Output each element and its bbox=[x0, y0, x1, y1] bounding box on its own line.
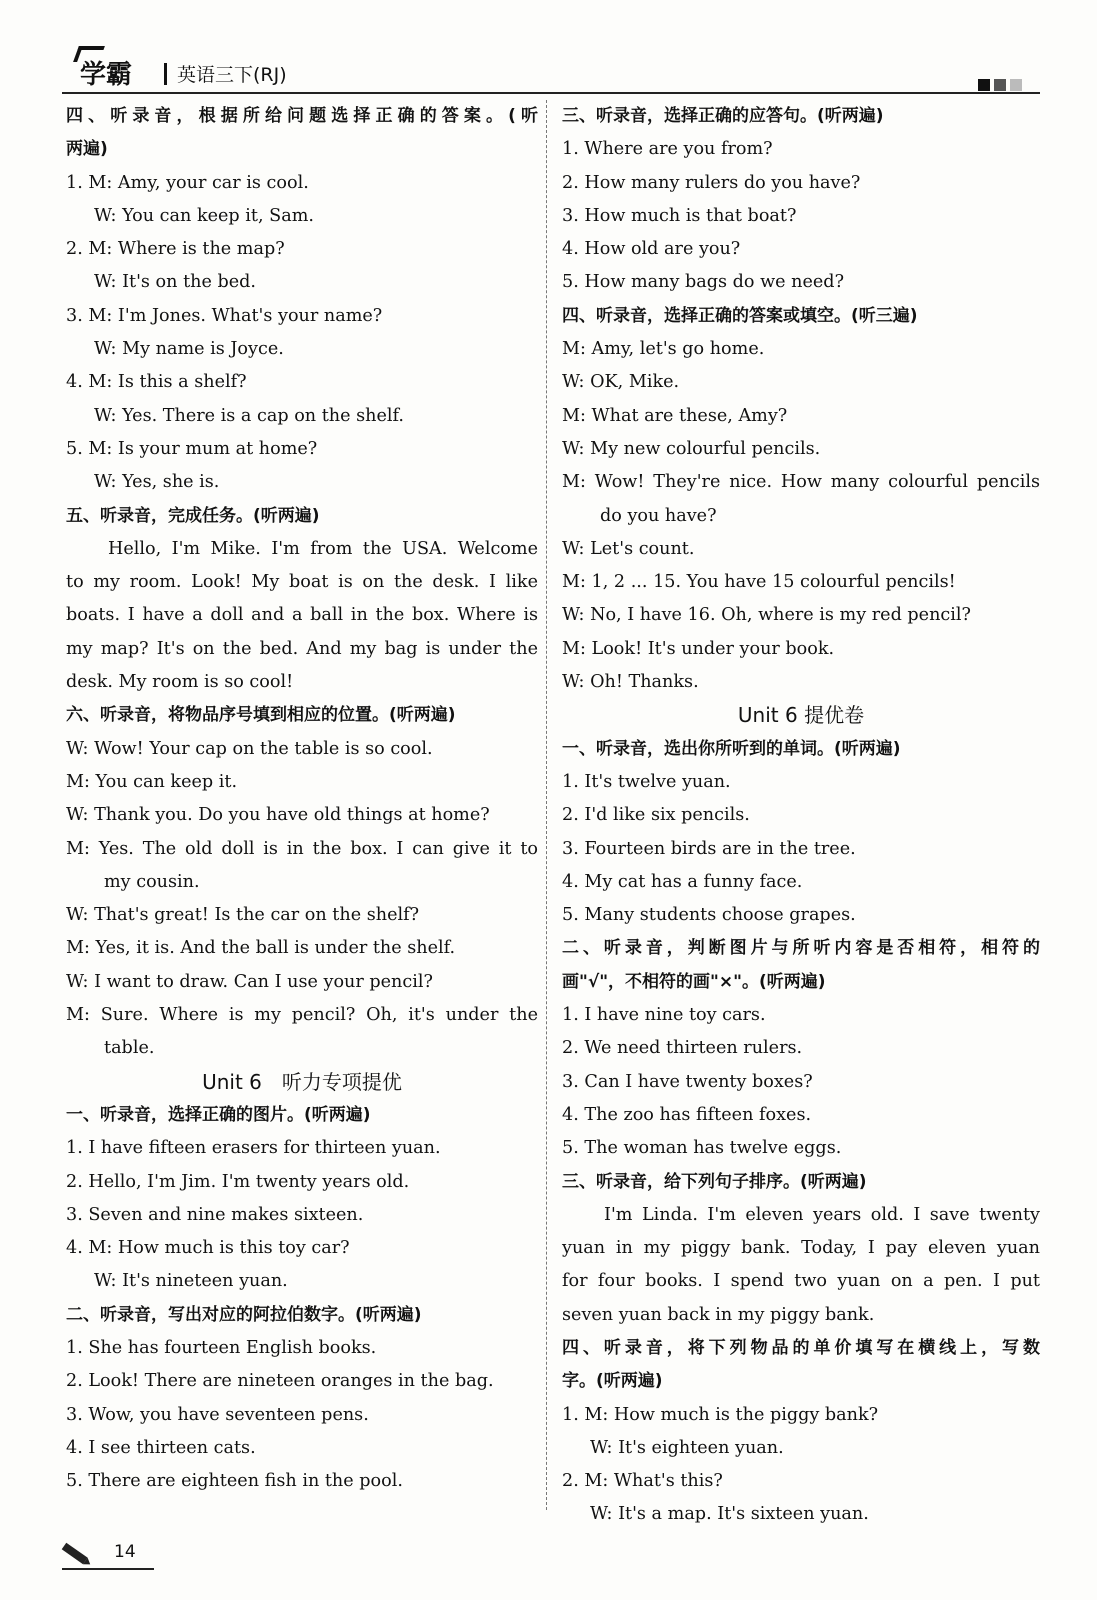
text-line: my cousin. bbox=[104, 871, 200, 892]
column-divider bbox=[546, 100, 547, 1510]
text-line: 5. Many students choose grapes. bbox=[562, 905, 856, 926]
text-line: 4. I see thirteen cats. bbox=[66, 1437, 256, 1458]
text-line: W: It's eighteen yuan. bbox=[590, 1437, 784, 1458]
text-line: 3. How much is that boat? bbox=[562, 205, 797, 226]
section-heading: 三、听录音，选择正确的应答句。(听两遍) bbox=[562, 106, 884, 126]
text-line: 5. M: Is your mum at home? bbox=[66, 438, 318, 459]
subtitle-text: 英语三下(RJ) bbox=[177, 64, 287, 86]
text-line: M: Yes. The old doll is in the box. I can give it to bbox=[66, 838, 538, 859]
section-heading: 画"√"，不相符的画"×"。(听两遍) bbox=[562, 971, 826, 992]
text-line: 5. The woman has twelve eggs. bbox=[562, 1138, 842, 1159]
text-line: 3. M: I'm Jones. What's your name? bbox=[66, 305, 383, 326]
text-line: 4. M: How much is this toy car? bbox=[66, 1238, 350, 1259]
text-line: 4. M: Is this a shelf? bbox=[66, 372, 247, 393]
text-line: W: OK, Mike. bbox=[562, 372, 680, 393]
text-line: my map? It's on the bed. And my bag is under the bbox=[66, 638, 538, 659]
text-line: W: It's nineteen yuan. bbox=[94, 1271, 288, 1292]
text-line: 1. It's twelve yuan. bbox=[562, 771, 731, 792]
text-line: 5. How many bags do we need? bbox=[562, 272, 844, 293]
text-line: W: Yes. There is a cap on the shelf. bbox=[94, 405, 405, 426]
text-line: W: Thank you. Do you have old things at home? bbox=[66, 805, 490, 826]
unit-title: Unit 6 听力专项提优 bbox=[202, 1069, 402, 1094]
text-line: M: Wow! They're nice. How many colourful pencils bbox=[562, 472, 1040, 493]
text-line: W: Yes, she is. bbox=[94, 472, 220, 493]
text-line: 4. How old are you? bbox=[562, 239, 741, 260]
text-line: Hello, I'm Mike. I'm from the USA. Welcome bbox=[108, 538, 538, 559]
separator-bar bbox=[164, 63, 167, 85]
section-heading: 二、听录音，判断图片与所听内容是否相符，相符的 bbox=[562, 938, 1040, 959]
section-heading: 四、听录音，根据所给问题选择正确的答案。(听 bbox=[66, 106, 538, 126]
text-line: 1. She has fourteen English books. bbox=[66, 1337, 377, 1358]
section-heading: 一、听录音，选出你所听到的单词。(听两遍) bbox=[562, 738, 901, 759]
book-subtitle bbox=[164, 60, 287, 87]
text-line: 1. I have fifteen erasers for thirteen yuan. bbox=[66, 1138, 441, 1159]
text-line: W: No, I have 16. Oh, where is my red pencil? bbox=[562, 605, 971, 626]
text-line: 4. My cat has a funny face. bbox=[562, 871, 803, 892]
text-line: do you have? bbox=[600, 505, 717, 526]
text-line: table. bbox=[104, 1038, 155, 1059]
text-line: M: Yes, it is. And the ball is under the shelf. bbox=[66, 938, 456, 959]
text-line: 3. Can I have twenty boxes? bbox=[562, 1071, 813, 1092]
text-line: M: You can keep it. bbox=[66, 771, 238, 792]
text-line: 3. Seven and nine makes sixteen. bbox=[66, 1204, 364, 1225]
text-line: M: Amy, let's go home. bbox=[562, 339, 765, 360]
text-line: M: 1, 2 ... 15. You have 15 colourful pencils! bbox=[562, 572, 956, 593]
section-heading: 二、听录音，写出对应的阿拉伯数字。(听两遍) bbox=[66, 1304, 422, 1325]
page-footer bbox=[62, 1540, 154, 1570]
text-line: W: Let's count. bbox=[562, 538, 695, 559]
text-line: M: Sure. Where is my pencil? Oh, it's under the bbox=[66, 1005, 538, 1026]
section-heading: 五、听录音，完成任务。(听两遍) bbox=[66, 505, 320, 526]
block-icon bbox=[978, 79, 990, 91]
text-line: 2. M: Where is the map? bbox=[66, 239, 285, 260]
text-line: 4. The zoo has fifteen foxes. bbox=[562, 1104, 812, 1125]
text-line: W: My new colourful pencils. bbox=[562, 438, 821, 459]
text-line: W: You can keep it, Sam. bbox=[94, 205, 314, 226]
section-heading: 字。(听两遍) bbox=[562, 1371, 663, 1392]
text-line: W: Oh! Thanks. bbox=[562, 672, 699, 693]
text-line: boats. I have a doll and a ball in the box. Where is bbox=[66, 605, 538, 626]
text-line: W: It's on the bed. bbox=[94, 272, 257, 293]
text-line: yuan in my piggy bank. Today, I pay eleven yuan bbox=[562, 1238, 1040, 1259]
text-line: 1. Where are you from? bbox=[562, 139, 773, 160]
section-heading: 四、听录音，选择正确的答案或填空。(听三遍) bbox=[562, 305, 918, 326]
text-line: to my room. Look! My boat is on the desk. I like bbox=[66, 572, 538, 593]
section-heading: 一、听录音，选择正确的图片。(听两遍) bbox=[66, 1104, 371, 1125]
text-line: W: My name is Joyce. bbox=[94, 339, 284, 360]
section-heading: 两遍) bbox=[66, 139, 108, 160]
text-line: 1. I have nine toy cars. bbox=[562, 1005, 766, 1026]
text-line: desk. My room is so cool! bbox=[66, 672, 294, 693]
unit-title: Unit 6 提优卷 bbox=[737, 703, 865, 728]
page-number: 14 bbox=[114, 1542, 136, 1562]
text-line: M: What are these, Amy? bbox=[562, 405, 788, 426]
text-line: 1. M: Amy, your car is cool. bbox=[66, 172, 309, 193]
block-icon bbox=[994, 79, 1006, 91]
text-line: I'm Linda. I'm eleven years old. I save twenty bbox=[604, 1204, 1040, 1225]
left-column bbox=[66, 100, 538, 1498]
text-line: W: Wow! Your cap on the table is so cool. bbox=[66, 738, 433, 759]
text-line: 2. Look! There are nineteen oranges in the bag. bbox=[66, 1371, 494, 1392]
text-line: seven yuan back in my piggy bank. bbox=[562, 1304, 875, 1325]
text-line: M: Look! It's under your book. bbox=[562, 638, 835, 659]
text-line: 2. How many rulers do you have? bbox=[562, 172, 861, 193]
text-line: 1. M: How much is the piggy bank? bbox=[562, 1404, 879, 1425]
text-line: 2. I'd like six pencils. bbox=[562, 805, 750, 826]
text-line: for four books. I spend two yuan on a pen. I put bbox=[562, 1271, 1040, 1292]
text-line: 2. Hello, I'm Jim. I'm twenty years old. bbox=[66, 1171, 410, 1192]
text-line: W: I want to draw. Can I use your pencil? bbox=[66, 971, 433, 992]
text-line: W: That's great! Is the car on the shelf? bbox=[66, 905, 420, 926]
text-line: 2. M: What's this? bbox=[562, 1471, 723, 1492]
section-heading: 六、听录音，将物品序号填到相应的位置。(听两遍) bbox=[66, 705, 456, 726]
text-line: 3. Fourteen birds are in the tree. bbox=[562, 838, 856, 859]
right-column bbox=[562, 100, 1040, 1532]
text-line: 5. There are eighteen fish in the pool. bbox=[66, 1471, 403, 1492]
text-line: 2. We need thirteen rulers. bbox=[562, 1038, 803, 1059]
text-line: 3. Wow, you have seventeen pens. bbox=[66, 1404, 369, 1425]
decorative-blocks bbox=[974, 76, 1022, 95]
text-line: W: It's a map. It's sixteen yuan. bbox=[590, 1504, 869, 1525]
block-icon bbox=[1010, 79, 1022, 91]
section-heading: 三、听录音，给下列句子排序。(听两遍) bbox=[562, 1171, 867, 1192]
page-header bbox=[62, 48, 1040, 94]
section-heading: 四、听录音，将下列物品的单价填写在横线上，写数 bbox=[562, 1337, 1040, 1358]
pencil-icon bbox=[62, 1543, 88, 1564]
brand-logo: 学霸 bbox=[80, 60, 133, 90]
